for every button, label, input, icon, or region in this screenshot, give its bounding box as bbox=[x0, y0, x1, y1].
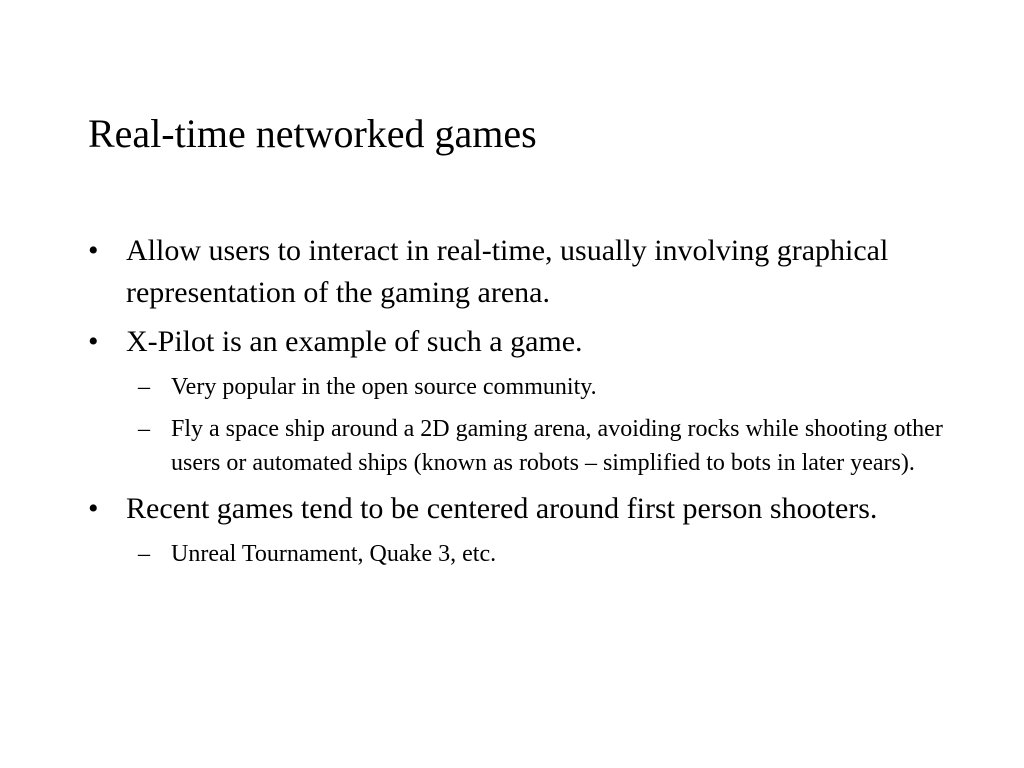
dash-marker: – bbox=[138, 374, 150, 400]
bullet-text: Recent games tend to be centered around first person shooters. bbox=[126, 492, 878, 525]
sub-bullet-text: Very popular in the open source community. bbox=[171, 374, 597, 400]
dash-marker: – bbox=[138, 541, 150, 567]
dash-marker: – bbox=[138, 416, 150, 442]
bullet-text: Allow users to interact in real-time, usually involving graphical representation of the gaming arena. bbox=[126, 234, 889, 309]
bullet-text: X-Pilot is an example of such a game. bbox=[126, 325, 583, 358]
slide-title: Real-time networked games bbox=[88, 111, 537, 156]
bullet-marker: • bbox=[88, 492, 99, 525]
bullet-item bbox=[88, 321, 948, 363]
bullet-marker: • bbox=[88, 325, 99, 358]
bullet-marker: • bbox=[88, 234, 99, 267]
sub-bullet-item bbox=[88, 412, 948, 480]
bullet-item bbox=[88, 230, 948, 314]
sub-bullet-item bbox=[88, 537, 948, 571]
slide-body bbox=[88, 230, 948, 579]
sub-bullet-item bbox=[88, 370, 948, 404]
sub-bullet-text: Unreal Tournament, Quake 3, etc. bbox=[171, 541, 497, 567]
bullet-item bbox=[88, 488, 948, 530]
sub-bullet-text: Fly a space ship around a 2D gaming arena, avoiding rocks while shooting other users or automated ships (known as robots – simplified to bots in later years). bbox=[171, 416, 943, 476]
